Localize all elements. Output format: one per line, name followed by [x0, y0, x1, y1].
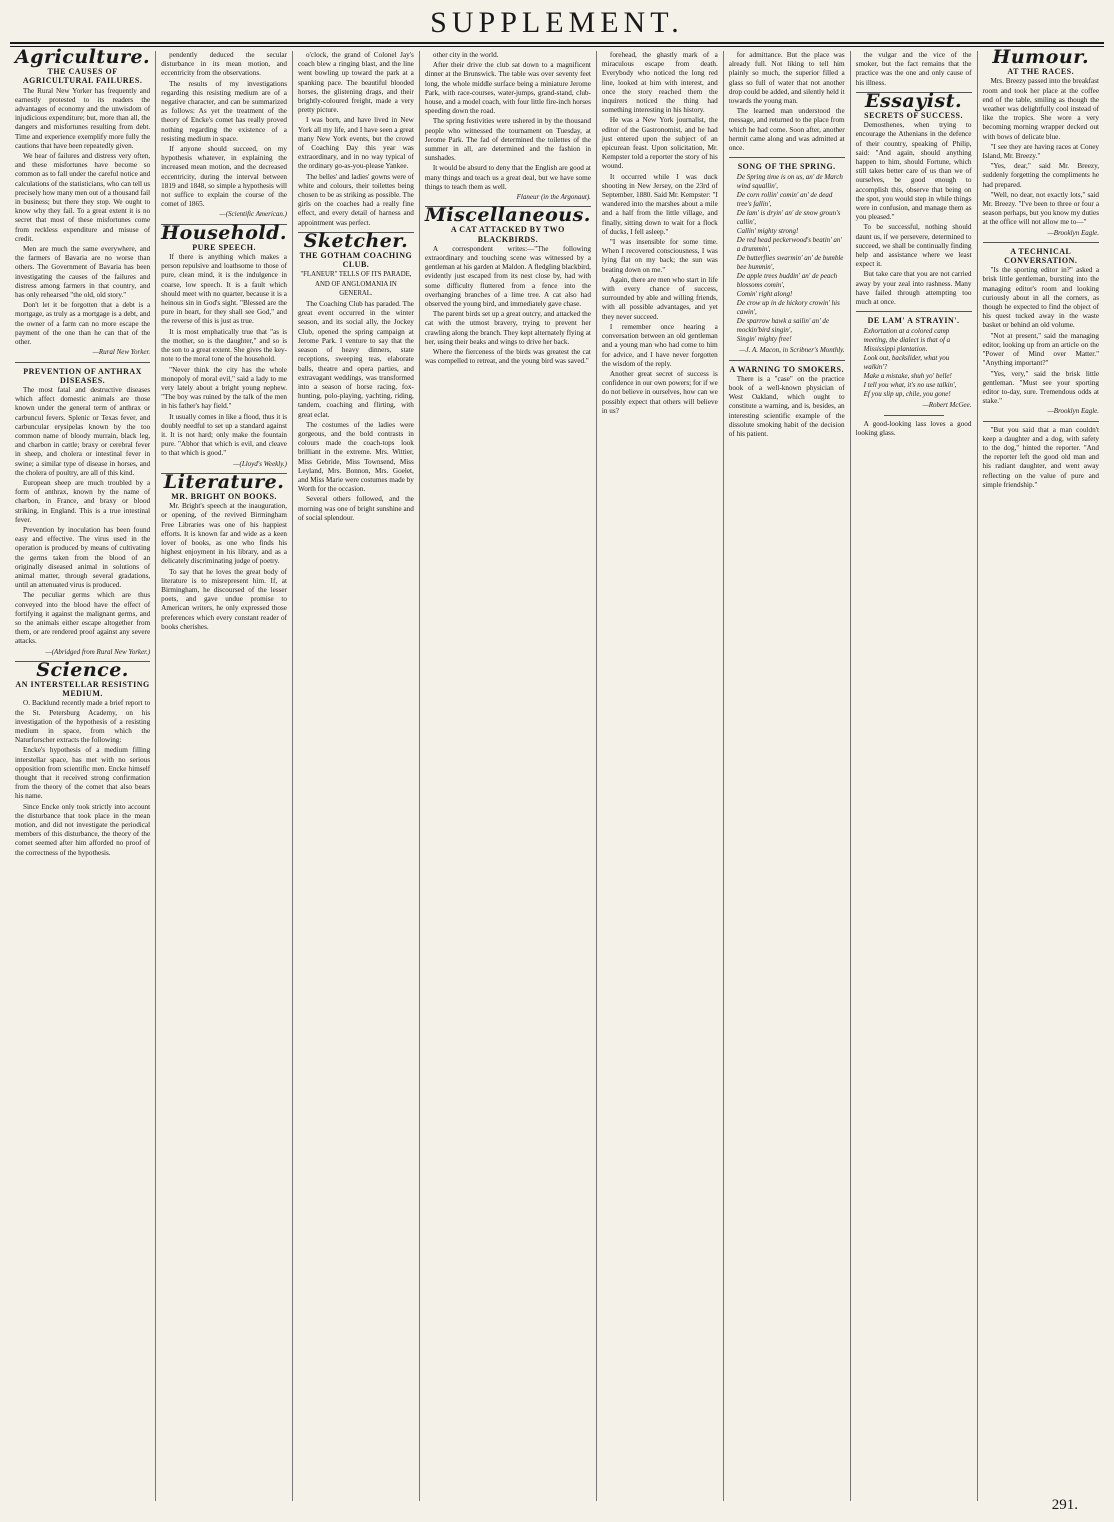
paragraph: "Yes, very," said the brisk little gentleman. "Must see your sporting editor to-day, sure. Tremendous odds at stake." [982, 369, 1100, 406]
article-title: THE CAUSES OF AGRICULTURAL FAILURES. [22, 67, 143, 86]
paragraph: "Is the sporting editor in?" asked a brisk little gentleman, bursting into the managing editor's room and looking curiously about in all the corners, as though he expected to find the object of his quest tucked away in the waste basket or behind an old volume. [982, 266, 1100, 330]
poem-title: DE LAM' A STRAYIN'. [867, 316, 960, 326]
paragraph: Don't let it be forgotten that a debt is a mortgage, as truly as a mortgage is a debt, and the owner of a farm can no more escape the payment of the one than he can that of the other. [15, 301, 151, 347]
paragraph: He was a New York journalist, the editor of the Gastronomist, and he had just entered upon the subject of an epicurean feast. Upon solicitation, Mr. Kempster told a reporter the story of his wound. [601, 116, 718, 171]
column-6 [724, 51, 851, 1501]
section-miscellaneous: Miscellaneous. [424, 204, 591, 227]
paragraph: Again, there are men who start in life with every chance of success, surrounded by able and willing friends, with all possible advantages, and yet they never succeed. [601, 275, 718, 321]
paragraph: It occurred while I was duck shooting in New Jersey, on the 23rd of September, 1880. Said Mr. Kempster: "I wandered into the marshes about a mile and a half from the little village, and finally, sitting down to wait for a flock of ducks, I fell asleep." [601, 172, 718, 236]
source-credit: —Robert McGee. [922, 401, 972, 410]
paragraph: If there is anything which makes a person repulsive and loathsome to those of pure, clean mind, it is the indulgence in coarse, low speech. It is a fault which should meet with no quarter, because it is a heinous sin in God's sight. "Blessed are the pure in heart, for they shall see God," and the reverse of this is just as true. [161, 253, 287, 326]
source-credit: —Brooklyn Eagle. [1047, 228, 1100, 237]
paragraph: Demosthenes, when trying to encourage the Athenians in the defence of their country, speaking of Philip, said: "And again, should anything happen to him, should Fortune, which still takes better care of us than we of ourselves, be good enough to accomplish this, observe that being on the spot, you would step in while things were in confusion, and manage them as you pleased." [855, 121, 972, 222]
paragraph: o'clock, the grand of Colonel Jay's coach blew a ringing blast, and the line went bowling up toward the park at a spanking pace. The beautiful blooded horses, the glistening drags, and their brightly-coloured freight, made a very pretty picture. [298, 51, 414, 115]
paragraph: "But you said that a man couldn't keep a daughter and a dog, with safety to the dog," hinted the reporter. "And the reporter left the good old man and his radiant daughter, and went away reflecting on the value of pure and simple friendship." [982, 425, 1100, 489]
divider [856, 311, 972, 312]
paragraph: It is most emphatically true that "as is the mother, so is the daughter," and so is the son to a great extent. She gives the key-note to the moral tone of the household. [161, 327, 287, 364]
paragraph: We hear of failures and distress very often, and these misfortunes have become so common as to fall under the careful notice and calculations of the statisticians, who can tell us precisely how many men out of a thousand fail in business; but there they stop. We ought to know why they fail. To a great extent it is no secret that most of these misfortunes come from reckless expenditure and misuse of credit. [15, 152, 151, 243]
paragraph: The spring festivities were ushered in by the thousand people who witnessed the tournament on Tuesday, at Jerome Park. The fad of determined the toilettes of the summer in all, are determined and the fashion in sunshades. [424, 117, 591, 163]
masthead-rule [10, 42, 1104, 47]
paragraph: The Coaching Club has paraded. The great event occurred in the winter season, and its social ally, the Jockey Club, opened the spring campaign at Jerome Park. I venture to say that the season of heavy dinners, state receptions, sweeping teas, elaborate balls, theatre and opera parties, and extravagant weddings, was transformed into a season of horse racing, fox-hunting, polo-playing, yachting, riding, tandem, coaching and flirting, with great eclat. [298, 300, 414, 419]
column-3 [293, 51, 420, 1501]
paragraph: I was born, and have lived in New York all my life, and I have seen a great many New York events, but the crowd of Coaching Day this year was extraordinary, and in no way typical of the ordinary go-as-you-please Yankee. [298, 116, 414, 171]
paragraph: The belles' and ladies' gowns were of white and colours, their toilettes being chosen to be as striking as possible. The girls on the coaches had a really fine effect, and every detail of harness and appointment was perfect. [298, 172, 414, 227]
source-credit: —J. A. Macon, in Scribner's Monthly. [739, 346, 845, 355]
paragraph: To be successful, nothing should daunt us, if we persevere, determined to succeed, we shall be continually finding help and assistance where we least expect it. [855, 223, 972, 269]
paragraph: Another great secret of success is confidence in our own powers; for if we do not believe in ourselves, how can we possibly expect that others will believe in us? [601, 369, 718, 415]
article-title: A WARNING TO SMOKERS. [729, 364, 844, 374]
paragraph: A correspondent writes:—"The following extraordinary and touching scene was witnessed by a gentleman at his garden at Maldon. A fledgling blackbird, evidently just escaped from its nest close by, had with some difficulty fluttered from a fence into the overhanging branches of a lime tree. A cat also had observed the young bird, and immediately gave chase. [424, 244, 591, 309]
paragraph: "Yes, dear," said Mr. Breezy, suddenly forgetting the compliments he had prepared. [982, 162, 1100, 189]
paragraph: The most fatal and destructive diseases which affect domestic animals are those known under the general term of anthrax or carbuncul fevers. Splenic or Texas fever, and carbuncular erysipelas known by the too common name of bloody murrain, black leg, and charbon in cattle; braxy or cerebral fever in sheep, and cholera or intestinal fever in swine; a similar type of disease in horses, and the cholera of poultry, are all of this kind. [15, 385, 151, 477]
column-1 [10, 46, 156, 1501]
section-household: Household. [161, 221, 287, 244]
paragraph: Since Encke only took strictly into account the disturbance that took place in the mean motion, and did not investigate the periodical members of this disturbance, the theory of the comet seemed after him afforded no proof of the correctness of the hypothesis. [15, 802, 151, 857]
source-credit: —Rural New Yorker. [92, 348, 151, 357]
source-credit: —(Scientific American.) [219, 210, 287, 219]
paragraph: If anyone should succeed, on my hypothesis whatever, in explaining the increased mean motion, and the decreased eccentricity, during the interval between 1819 and 1848, so simple a hypothesis will not suffice to explain the course of the comet of 1865. [161, 145, 287, 209]
section-literature: Literature. [163, 470, 285, 493]
divider [15, 362, 150, 363]
paragraph: I remember once hearing a conversation between an old gentleman and a young man who had come to him for advice, and I have never forgotten the wisdom of the reply. [601, 322, 718, 368]
paragraph: Several others followed, and the morning was one of bright sunshine and of social splendour. [298, 495, 414, 522]
columns [10, 46, 1104, 1501]
paragraph: O. Backlund recently made a brief report to the St. Petersburg Academy, on his investigation of the hypothesis of a resisting medium in space, from which the Naturforscher extracts the following: [15, 699, 151, 745]
paragraph: European sheep are much troubled by a form of anthrax, known by the name of charbon, in France, and braxy or blood striking, in England. This is a true intestinal fever. [15, 478, 151, 524]
paragraph: Men are much the same everywhere, and the farmers of Bavaria are no worse than others. The Government of Bavaria has been investigating the causes of the failures and distress among farmers in that country, and has only rehearsed "the old, old story." [15, 245, 151, 300]
column-8 [978, 46, 1105, 1501]
paragraph: After their drive the club sat down to a magnificent dinner at the Brunswick. The table was over seventy feet long, the whole middle surface being a miniature Jerome Park, with race-courses, water-jumps, grand-stand, club-house, and a model coach, with four little fire-inch horses speeding down the road. [424, 61, 591, 116]
divider [884, 415, 944, 416]
poem-body: Exhortation at a colored camp meeting, the dialect is that of a Mississippi plantation. Look out, backslider, what you walkin'? Make a mistake, shuh yo' belle! I tell you what, it's no use talkin', Ef you slip up, chile, you gone! [863, 327, 957, 399]
section-sketcher: Sketcher. [303, 229, 409, 252]
article-title: PURE SPEECH. [192, 242, 256, 252]
article-title: A CAT ATTACKED BY TWO BLACKBIRDS. [450, 225, 565, 244]
paragraph: The costumes of the ladies were gorgeous, and the bold contrasts in colours made the coach-tops look brilliant in the extreme. Mrs. Wittier, Miss Gebride, Miss Townsend, Miss Leyland, Mrs. Bonnon, Mrs. Goelet, and Miss Marie were costumes made by Worth for the occasion. [298, 420, 414, 494]
poem-body: De Spring time is on us, an' de March wind squallin', De corn rollin' comin' an' de dead tree's fallin', De lam' is dryin' an' de snow groun's callin', Callin' mighty strong! De red head peckerwood's beatin' an' a drummin', De butterflies swarmin' an' de bumble bee hummin', De apple trees buddin' an' de peach blossoms comin', Comin' right along! De crow up in de hickory crowin' his cawin', De sparrow hawk a sailin' an' de mockin'bird singin', Singin' mighty free! [736, 173, 844, 344]
paragraph: To say that he loves the great body of literature is to misrepresent him. If, at Birmingham, he discoursed of the lesser poets, and gave undue promise to American writers, he only expressed those preferences which every constant reader of books cherishes. [161, 567, 287, 631]
paragraph: other city in the world. [432, 51, 499, 59]
section-science: Science. [36, 658, 129, 681]
paragraph: Where the fierceness of the birds was greatest the cat was compelled to retreat, and the young bird was saved." [424, 348, 591, 366]
paragraph: "Not at present," said the managing editor, looking up from an article on the "Power of Mind over Matter." "Anything important?" [982, 331, 1100, 368]
article-title: AN INTERSTELLAR RESISTING MEDIUM. [15, 680, 150, 699]
divider [983, 421, 1100, 422]
column-5 [597, 51, 724, 1501]
paragraph: There is a "case" on the practice book of a well-known physician of West Oakland, which ought to constitute a warning, and is, besides, an interesting scientific example of the dissolute smoking habit of the decision of his patient. [728, 374, 845, 439]
divider [729, 360, 845, 361]
poem-title: SONG OF THE SPRING. [737, 162, 836, 172]
paragraph: A good-looking lass loves a good looking glass. [855, 419, 972, 437]
source-credit: —(Abridged from Rural New Yorker.) [45, 647, 151, 656]
source-credit: —Brooklyn Eagle. [1047, 407, 1100, 416]
paragraph: It usually comes in like a flood, thus it is doubly needful to set up a standard against it. It is not hard; only make the fountain pure. "Abhor that which is evil, and cleave to that which is good." [161, 412, 287, 458]
paragraph: "Never think the city has the whole monopoly of moral evil," said a lady to me very lately about a bright young nephew. "The boy was ruined by the talk of the men in his father's hay field." [161, 365, 287, 411]
paragraph: Encke's hypothesis of a medium filling interstellar space, has met with no serious opposition from scientific men. Encke himself thought that it received strong confirmation from the theory of the comet that also bears his name. [15, 746, 151, 801]
paragraph: Prevention by inoculation has been found easy and effective. The virus used in the operation is produced by means of cultivating the germs taken from the blood of an originally diseased animal in solutions of animal matter, through several gradations, until an attenuated virus is produced. [15, 525, 151, 590]
paragraph: pendently deduced the secular disturbance in its mean motion, and eccentricity from the observations. [161, 51, 287, 78]
article-title: AT THE RACES. [1007, 67, 1075, 77]
paragraph: But take care that you are not carried away by your zeal into rashness. Many have failed through attempting too much at once. [855, 270, 972, 307]
divider [729, 157, 845, 158]
paragraph: "Well, no dear, not exactly lots," said Mr. Breezy. "I've been to three or four a season perhaps, but you know my duties at the office will not allow me to—" [982, 190, 1100, 227]
article-title: THE GOTHAM COACHING CLUB. [299, 251, 413, 270]
article-title: PREVENTION OF ANTHRAX DISEASES. [23, 366, 142, 385]
paragraph: forehead, the ghastly mark of a miraculous escape from death. Everybody who noticed the long red line, looked at him with interest, and once the story reached them the inquirers noticed the thing had something interesting in his history. [601, 51, 718, 115]
section-agriculture: Agriculture. [15, 46, 151, 68]
paragraph: for admittance. But the place was already full. Not liking to tell him plainly so much, the superior filled a glass so full of water that not another drop could be added, and silently held it towards the young man. [728, 51, 845, 106]
section-essayist: Essayist. [865, 89, 963, 112]
paragraph: The learned man understood the message, and returned to the place from which he had come. Soon after, another hermit came along and was admitted at once. [728, 107, 845, 153]
article-title: A TECHNICAL CONVERSATION. [1004, 246, 1078, 266]
paragraph: The parent birds set up a great outcry, and attacked the cat with the utmost bravery, trying to prevent her crawling along the branch. They kept alternately flying at her, using their beaks and wings to drive her back. [424, 310, 591, 346]
article-subtitle: "FLANEUR" TELLS OF ITS PARADE, AND OF ANGLOMANIA IN GENERAL. [300, 271, 412, 297]
column-4 [420, 51, 597, 1501]
paragraph: The peculiar germs which are thus conveyed into the blood have the effect of fortifying it against the malignant germs, and so the animals either escape altogether from them, or are rendered proof against any severe attacks. [15, 591, 151, 646]
article-title: SECRETS OF SUCCESS. [864, 111, 963, 121]
paragraph: Mrs. Breezy passed into the breakfast room and took her place at the coffee end of the table, smiling as though the weather was delightfully cool instead of like the tropics. She wore a very becoming morning wrapper decked out with bows of delicate blue. [982, 77, 1100, 141]
paragraph: The results of my investigations regarding this resisting medium are of a negative character, and can be summarized as follows: As yet the treatment of the theory of Encke's comet has really proved nothing regarding the existence of a resisting medium in space. [161, 79, 287, 143]
paragraph: It would be absurd to deny that the English are good at many things and teach us a great deal, but we have some things to teach them as well. [424, 164, 591, 191]
source-credit: —(Lloyd's Weekly.) [233, 459, 287, 468]
article-title: MR. BRIGHT ON BOOKS. [171, 491, 277, 501]
section-humour: Humour. [992, 46, 1090, 68]
masthead: SUPPLEMENT. [430, 6, 684, 39]
page-number: 291. [1051, 1497, 1078, 1513]
column-7 [851, 51, 978, 1501]
paragraph: the vulgar and the vice of the smoker, but the fact remains that the practice was the one and only cause of his illness. [855, 51, 972, 87]
column-2 [156, 51, 293, 1501]
paragraph: Mr. Bright's speech at the inauguration, or opening, of the revived Birmingham Free Libraries was one of his happiest efforts. It is known far and wide as a keen lover of books, as one who finds his highest enjoyment in his library, and as a delicately discriminating judge of poetry. [161, 502, 287, 566]
paragraph: "I see they are having races at Coney Island, Mr. Breezy." [982, 142, 1100, 161]
paragraph: The Rural New Yorker has frequently and earnestly protested to its readers the advantages of economy and the unwisdom of injudicious expenditure; but, more than all, the dangers and misfortunes resulting from debt. Time and experience exemplify more fully the cautions that have been repeatedly given. [15, 86, 151, 150]
paragraph: "I was insensible for some time. When I recovered consciousness, I was lying flat on my back; the sun was beating down on me." [601, 238, 718, 274]
divider [983, 242, 1100, 243]
source-credit: Flaneur (in the Argonaut). [516, 193, 591, 202]
